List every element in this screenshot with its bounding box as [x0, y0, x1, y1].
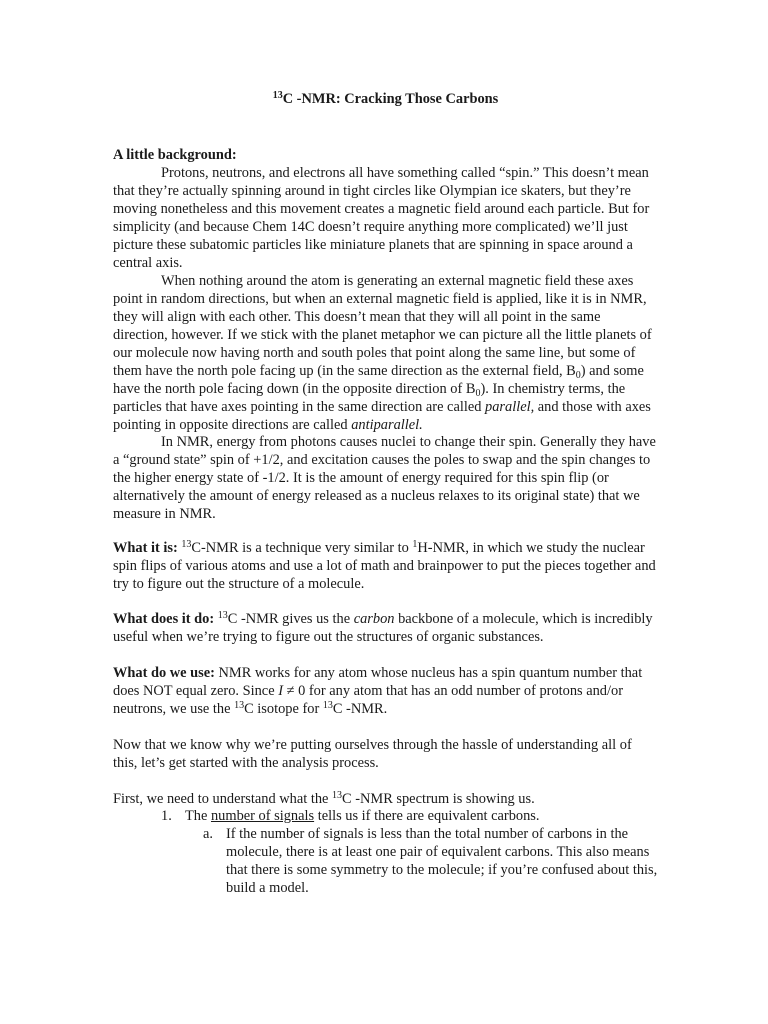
what-it-is-paragraph: What it is: $^{13}$C-NMR is a technique very similar to $^1$H-NMR, in which we study the nuclear spin flips of various atoms and use a lot of math and brainpower to put the pieces together and try to figure out the structure of a molecule.	[113, 539, 656, 592]
background-paragraph-3: In NMR, energy from photons causes nuclei to change their spin. Generally they have a “ground state” spin of +1/2, and excitation causes the poles to swap and the spin changes to the higher energy state of -1/2. It is the amount of energy required for this spin flip (or alternatively the amount of energy released as a nucleus relaxes to its original state) that we measure in NMR.	[113, 434, 656, 522]
document-title	[113, 90, 658, 108]
title-text: C -NMR: Cracking Those Carbons	[282, 91, 499, 107]
underlined-term: number of signals	[210, 808, 315, 824]
first-paragraph: First, we need to understand what the $^{13}$C -NMR spectrum is showing us.	[113, 790, 535, 807]
what-do-we-use-heading: What do we use:	[113, 665, 215, 681]
what-does-it-do-paragraph: What does it do: $^{13}$C -NMR gives us the carbon backbone of a molecule, which is incredibly useful when we’re trying to figure out the structures of organic substances.	[113, 610, 653, 645]
what-it-is-heading: What it is:	[113, 540, 178, 556]
list-item-1a-text: If the number of signals is less than the total number of carbons in the molecule, there is at least one pair of equivalent carbons. This also means that there is some symmetry to the molecule; if you’re confused about this, build a model.	[226, 826, 658, 896]
what-do-we-use-paragraph: What do we use: NMR works for any atom whose nucleus has a spin quantum number that does NOT equal zero. Since I ≠ 0 for any atom that has an odd number of protons and/or neutrons, we use the $^{13}$C isotope for $^{13}$C -NMR.	[113, 665, 643, 717]
title-superscript: 13	[272, 90, 283, 101]
transition-paragraph: Now that we know why we’re putting ourselves through the hassle of understanding all of this, let’s get started with the analysis process.	[113, 737, 632, 771]
term-antiparallel: antiparallel.	[351, 417, 423, 433]
what-does-it-do-heading: What does it do:	[113, 611, 215, 627]
background-paragraph-1: Protons, neutrons, and electrons all have something called “spin.” This doesn’t mean that they’re actually spinning around in tight circles like Olympian ice skaters, but they’re moving nonetheless and this movement creates a magnetic field around each particle. But for simplicity (and because Chem 14C doesn’t require anything more complicated) we’ll just picture these subatomic particles like miniature planets that are spinning in space around a central axis.	[113, 165, 650, 271]
list-letter: a.	[203, 826, 213, 842]
background-paragraph-2: When nothing around the atom is generating an external magnetic field these axes point in random directions, but when an external magnetic field is applied, like it is in NMR, they will align with each other. This doesn’t mean that they will all point in the same direction, however. If we stick with the planet metaphor we can picture all the little planets of our molecule now having north and south poles that point along the same line, but some of them have the north pole facing up (in the same direction as the external field, $B_0$) and some have the north pole facing down (in the opposite direction of $B_0$). In chemistry terms, the particles that have axes pointing in the same direction are called parallel, and those with axes pointing in opposite directions are called antiparallel.	[113, 273, 652, 433]
background-heading: A little background:	[113, 147, 237, 163]
term-parallel: parallel,	[485, 399, 535, 415]
list-number: 1.	[161, 808, 172, 824]
